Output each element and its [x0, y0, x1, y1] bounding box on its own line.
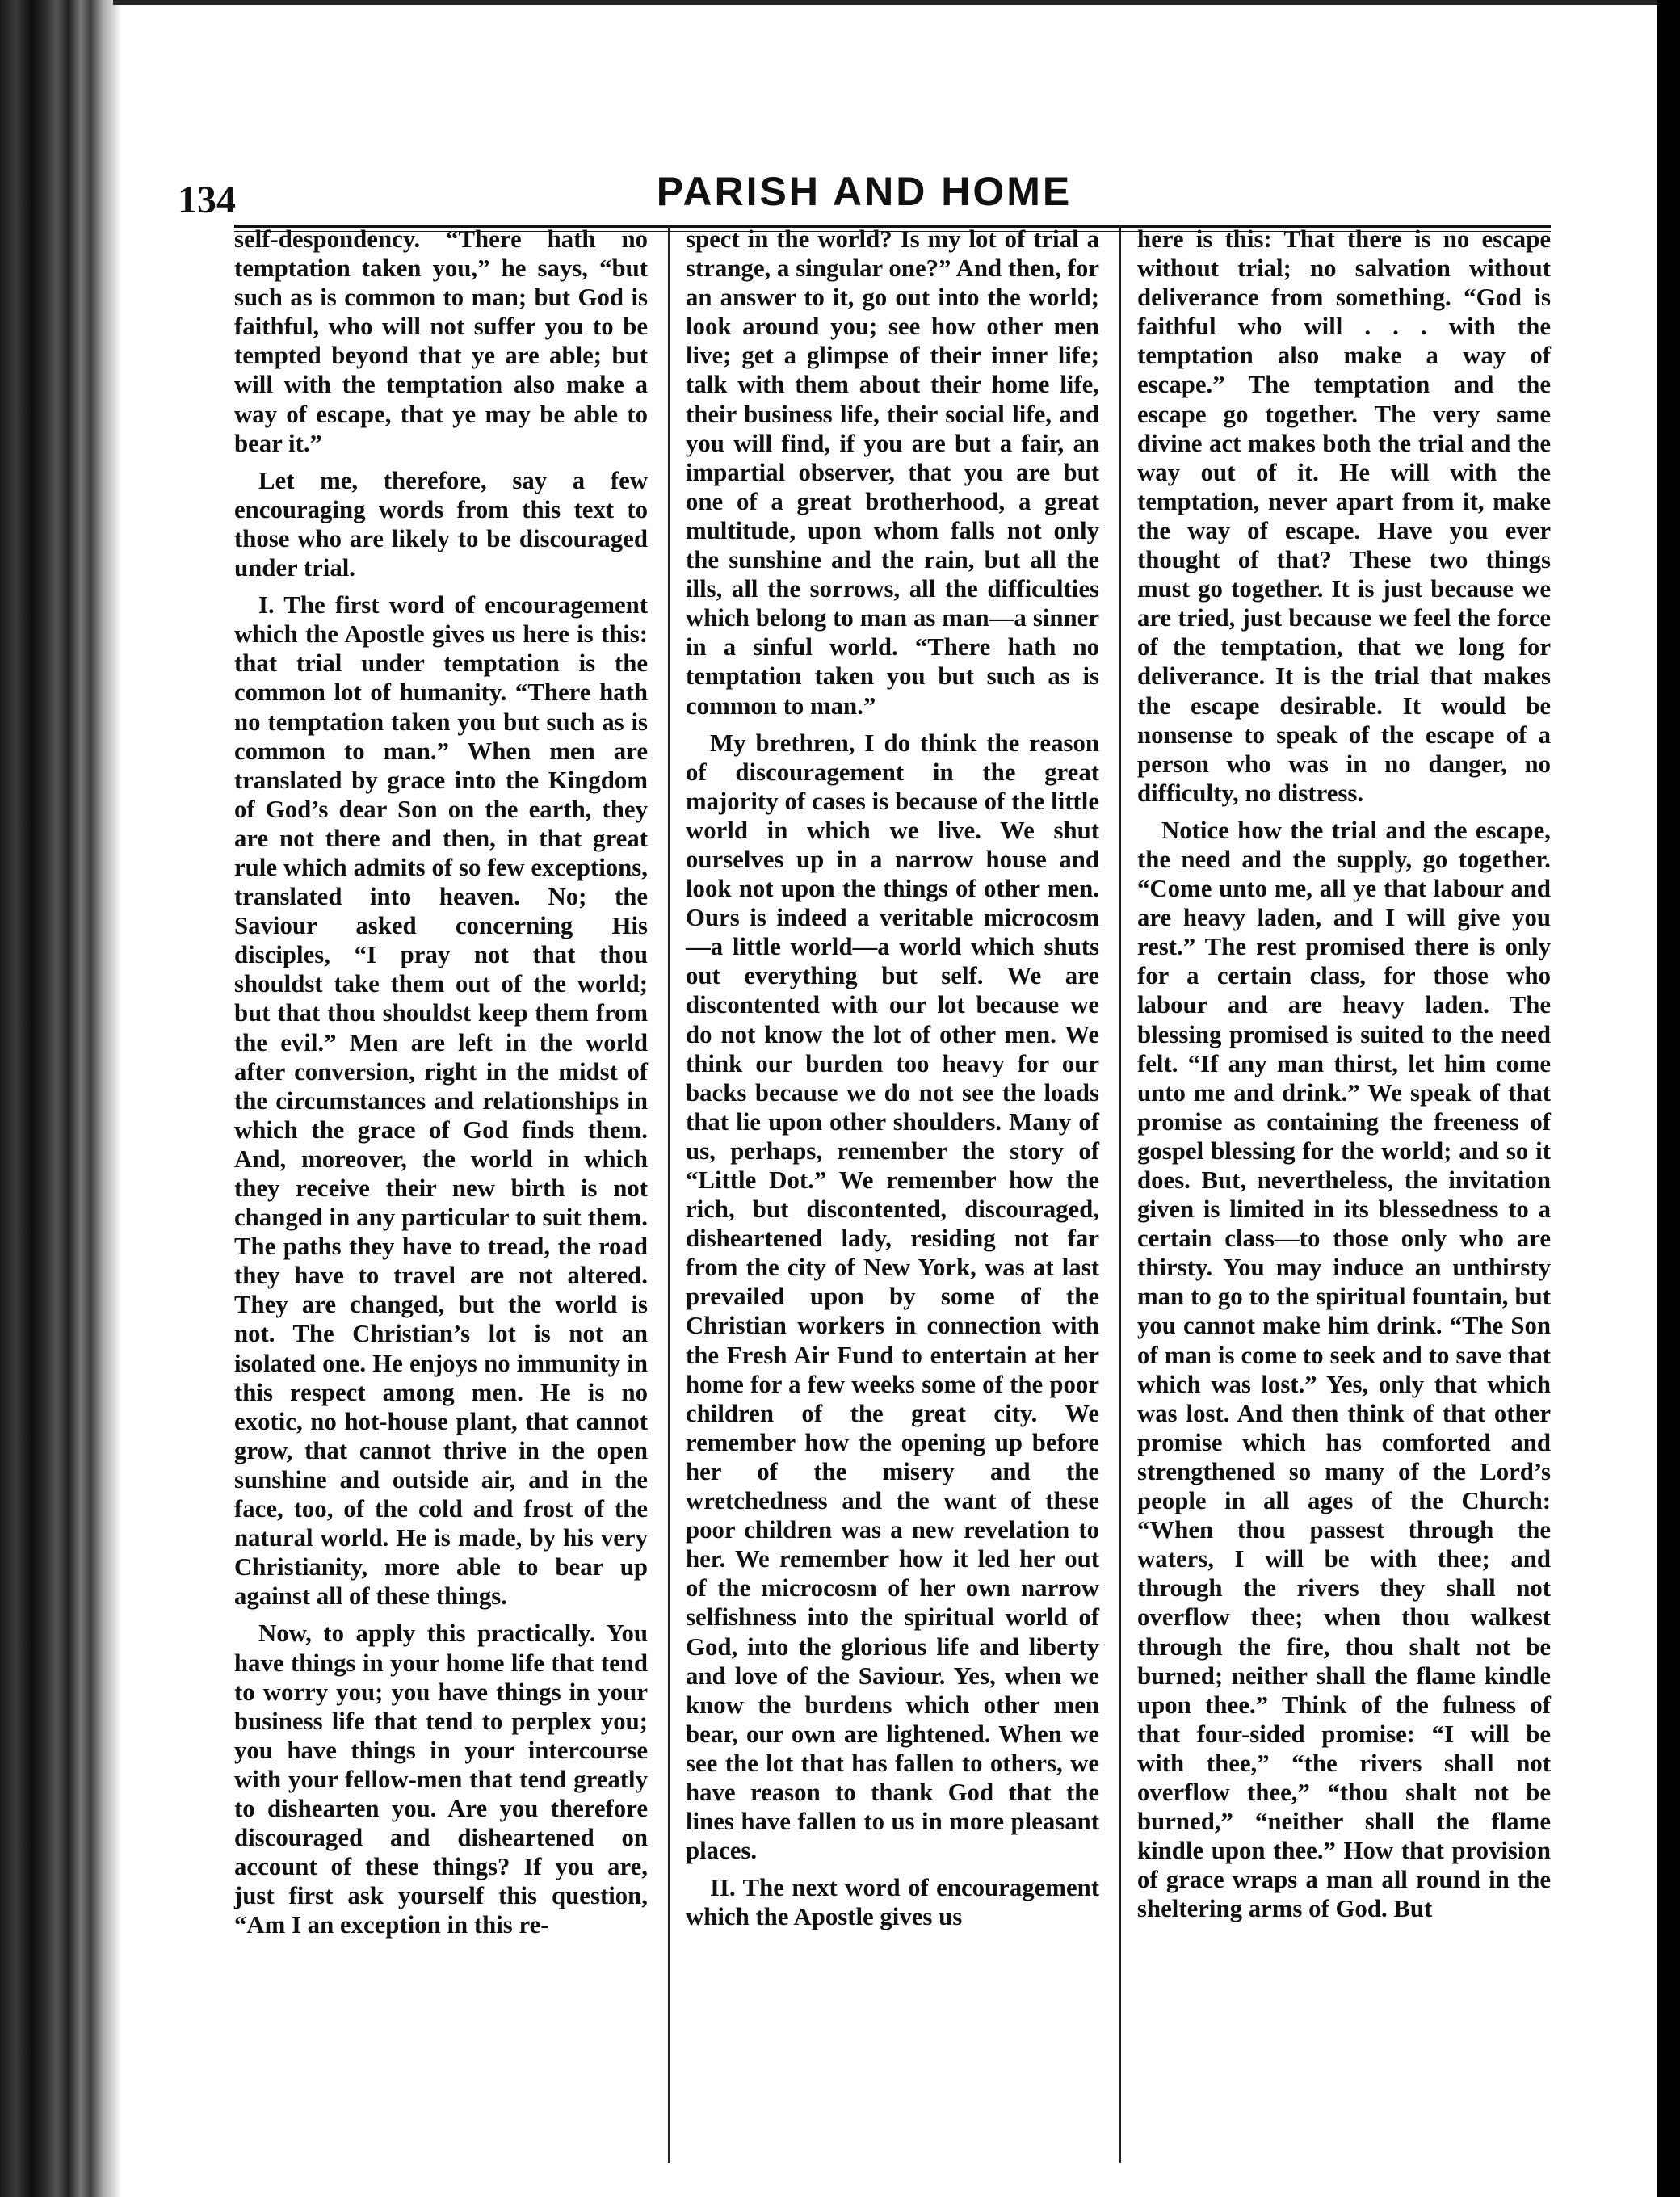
page-header: [178, 145, 1551, 221]
scan-right-edge: [1657, 0, 1680, 2197]
text-columns: [234, 225, 1551, 2147]
paragraph: I. The first word of encouragement which the Apostle gives us here is this: that trial under temptation is the common lot of humanity. “There hath no temptation taken you but such as is common to man.” When men are translated by grace into the Kingdom of God’s dear Son on the earth, they are not there and then, in that great rule which admits of so few exceptions, translated into heaven. No; the Saviour asked concerning His disciples, “I pray not that thou shouldst take them out of the world; but that thou shouldst keep them from the evil.” Men are left in the world after conversion, right in the midst of the circumstances and relationships in which the grace of God finds them. And, moreover, the world in which they receive their new birth is not changed in any particular to suit them. The paths they have to tread, the road they have to travel are not altered. They are changed, but the world is not. The Christian’s lot is not an isolated one. He enjoys no immunity in this respect among men. He is no exotic, no hot-house plant, that cannot grow, that cannot thrive in the open sunshine and outside air, and in the face, too, of the cold and frost of the natural world. He is made, by his very Christianity, more able to bear up against all of these things.: [234, 591, 648, 1611]
paragraph: II. The next word of encouragement which the Apostle gives us: [686, 1874, 1099, 1931]
text-column-2: [686, 225, 1099, 2147]
paragraph: spect in the world? Is my lot of trial a strange, a singular one?” And then, for an answer to it, go out into the world; look around you; see how other men live; get a glimpse of their inner life; talk with them about their home life, their business life, their social life, and you will find, if you are but a fair, an impartial observer, that you are but one of a great brotherhood, a great multitude, upon whom falls not only the sunshine and the rain, but all the ills, all the sorrows, all the difficulties which belong to man as man—a sinner in a sinful world. “There hath no temptation taken you but such as is common to man.”: [686, 225, 1099, 720]
paragraph: Notice how the trial and the escape, the need and the supply, go together. “Come unto me, all ye that labour and are heavy laden, and I will give you rest.” The rest promised there is only for a certain class, for those who labour and are heavy laden. The blessing promised is suited to the need felt. “If any man thirst, let him come unto me and drink.” We speak of that promise as containing the freeness of gospel blessing for the world; and so it does. But, nevertheless, the invitation given is limited in its blessedness to a certain class—to those only who are thirsty. You may induce an unthirsty man to go to the spiritual fountain, but you cannot make him drink. “The Son of man is come to seek and to save that which was lost.” Yes, only that which was lost. And then think of that other promise which has comforted and strengthened so many of the Lord’s people in all ages of the Church: “When thou passest through the waters, I will be with thee; and through the rivers they shall not overflow thee; when thou walkest through the fire, thou shalt not be burned; neither shall the flame kindle upon thee.” Think of the fulness of that four-sided promise: “I will be with thee,” “the rivers shall not overflow thee,” “thou shalt not be burned,” “neither shall the flame kindle upon thee.” How that provision of grace wraps a man all round in the sheltering arms of God. But: [1137, 816, 1551, 1923]
running-head: PARISH AND HOME: [656, 169, 1073, 214]
book-page: [178, 121, 1551, 2140]
paragraph: here is this: That there is no escape without trial; no salvation without deliverance from something. “God is faithful who will . . . with the temptation also make a way of escape.” The temptation and the escape go together. The very same divine act makes both the trial and the way out of it. He will with the temptation, never apart from it, make the way of escape. Have you ever thought of that? These two things must go together. It is just because we are tried, just because we feel the force of the temptation, that we long for deliverance. It is the trial that makes the escape desirable. It would be nonsense to speak of the escape of a person who was in no danger, no difficulty, no distress.: [1137, 225, 1551, 807]
column-divider: [668, 225, 670, 2163]
paragraph: self-despondency. “There hath no temptation taken you,” he says, “but such as is common to man; but God is faithful, who will not suffer you to be tempted beyond that ye are able; but will with the temptation also make a way of escape, that ye may be able to bear it.”: [234, 225, 648, 457]
page-number: 134: [178, 179, 236, 221]
paragraph: My brethren, I do think the reason of discouragement in the great majority of cases is because of the little world in which we live. We shut ourselves up in a narrow house and look not upon the things of other men. Ours is indeed a veritable microcosm—a little world—a world which shuts out everything but self. We are discontented with our lot because we do not know the lot of other men. We think our burden too heavy for our backs because we do not see the loads that lie upon other shoulders. Many of us, perhaps, remember the story of “Little Dot.” We remember how the rich, but discontented, discouraged, disheartened lady, residing not far from the city of New York, was at last prevailed upon by some of the Christian workers in connection with the Fresh Air Fund to entertain at her home for a few weeks some of the poor children of the great city. We remember how the opening up before her of the misery and the wretchedness and the want of these poor children was a new revelation to her. We remember how it led her out of the microcosm of her own narrow selfishness into the spiritual world of God, into the glorious life and liberty and love of the Saviour. Yes, when we know the burdens which other men bear, our own are lightened. When we see the lot that has fallen to others, we have reason to thank God that the lines have fallen to us in more pleasant places.: [686, 729, 1099, 1865]
column-divider: [1119, 225, 1121, 2163]
text-column-3: [1137, 225, 1551, 2147]
paragraph: Now, to apply this practically. You have things in your home life that tend to worry you; you have things in your business life that tend to perplex you; you have things in your intercourse with your fellow-men that tend greatly to dishearten you. Are you therefore discouraged and disheartened on account of these things? If you are, just first ask yourself this question, “Am I an exception in this re-: [234, 1619, 648, 1939]
scan-top-edge: [113, 0, 1657, 5]
text-column-1: [234, 225, 648, 2147]
paragraph: Let me, therefore, say a few encouraging words from this text to those who are likely to be discouraged under trial.: [234, 466, 648, 582]
scan-binding-edge: [0, 0, 121, 2197]
